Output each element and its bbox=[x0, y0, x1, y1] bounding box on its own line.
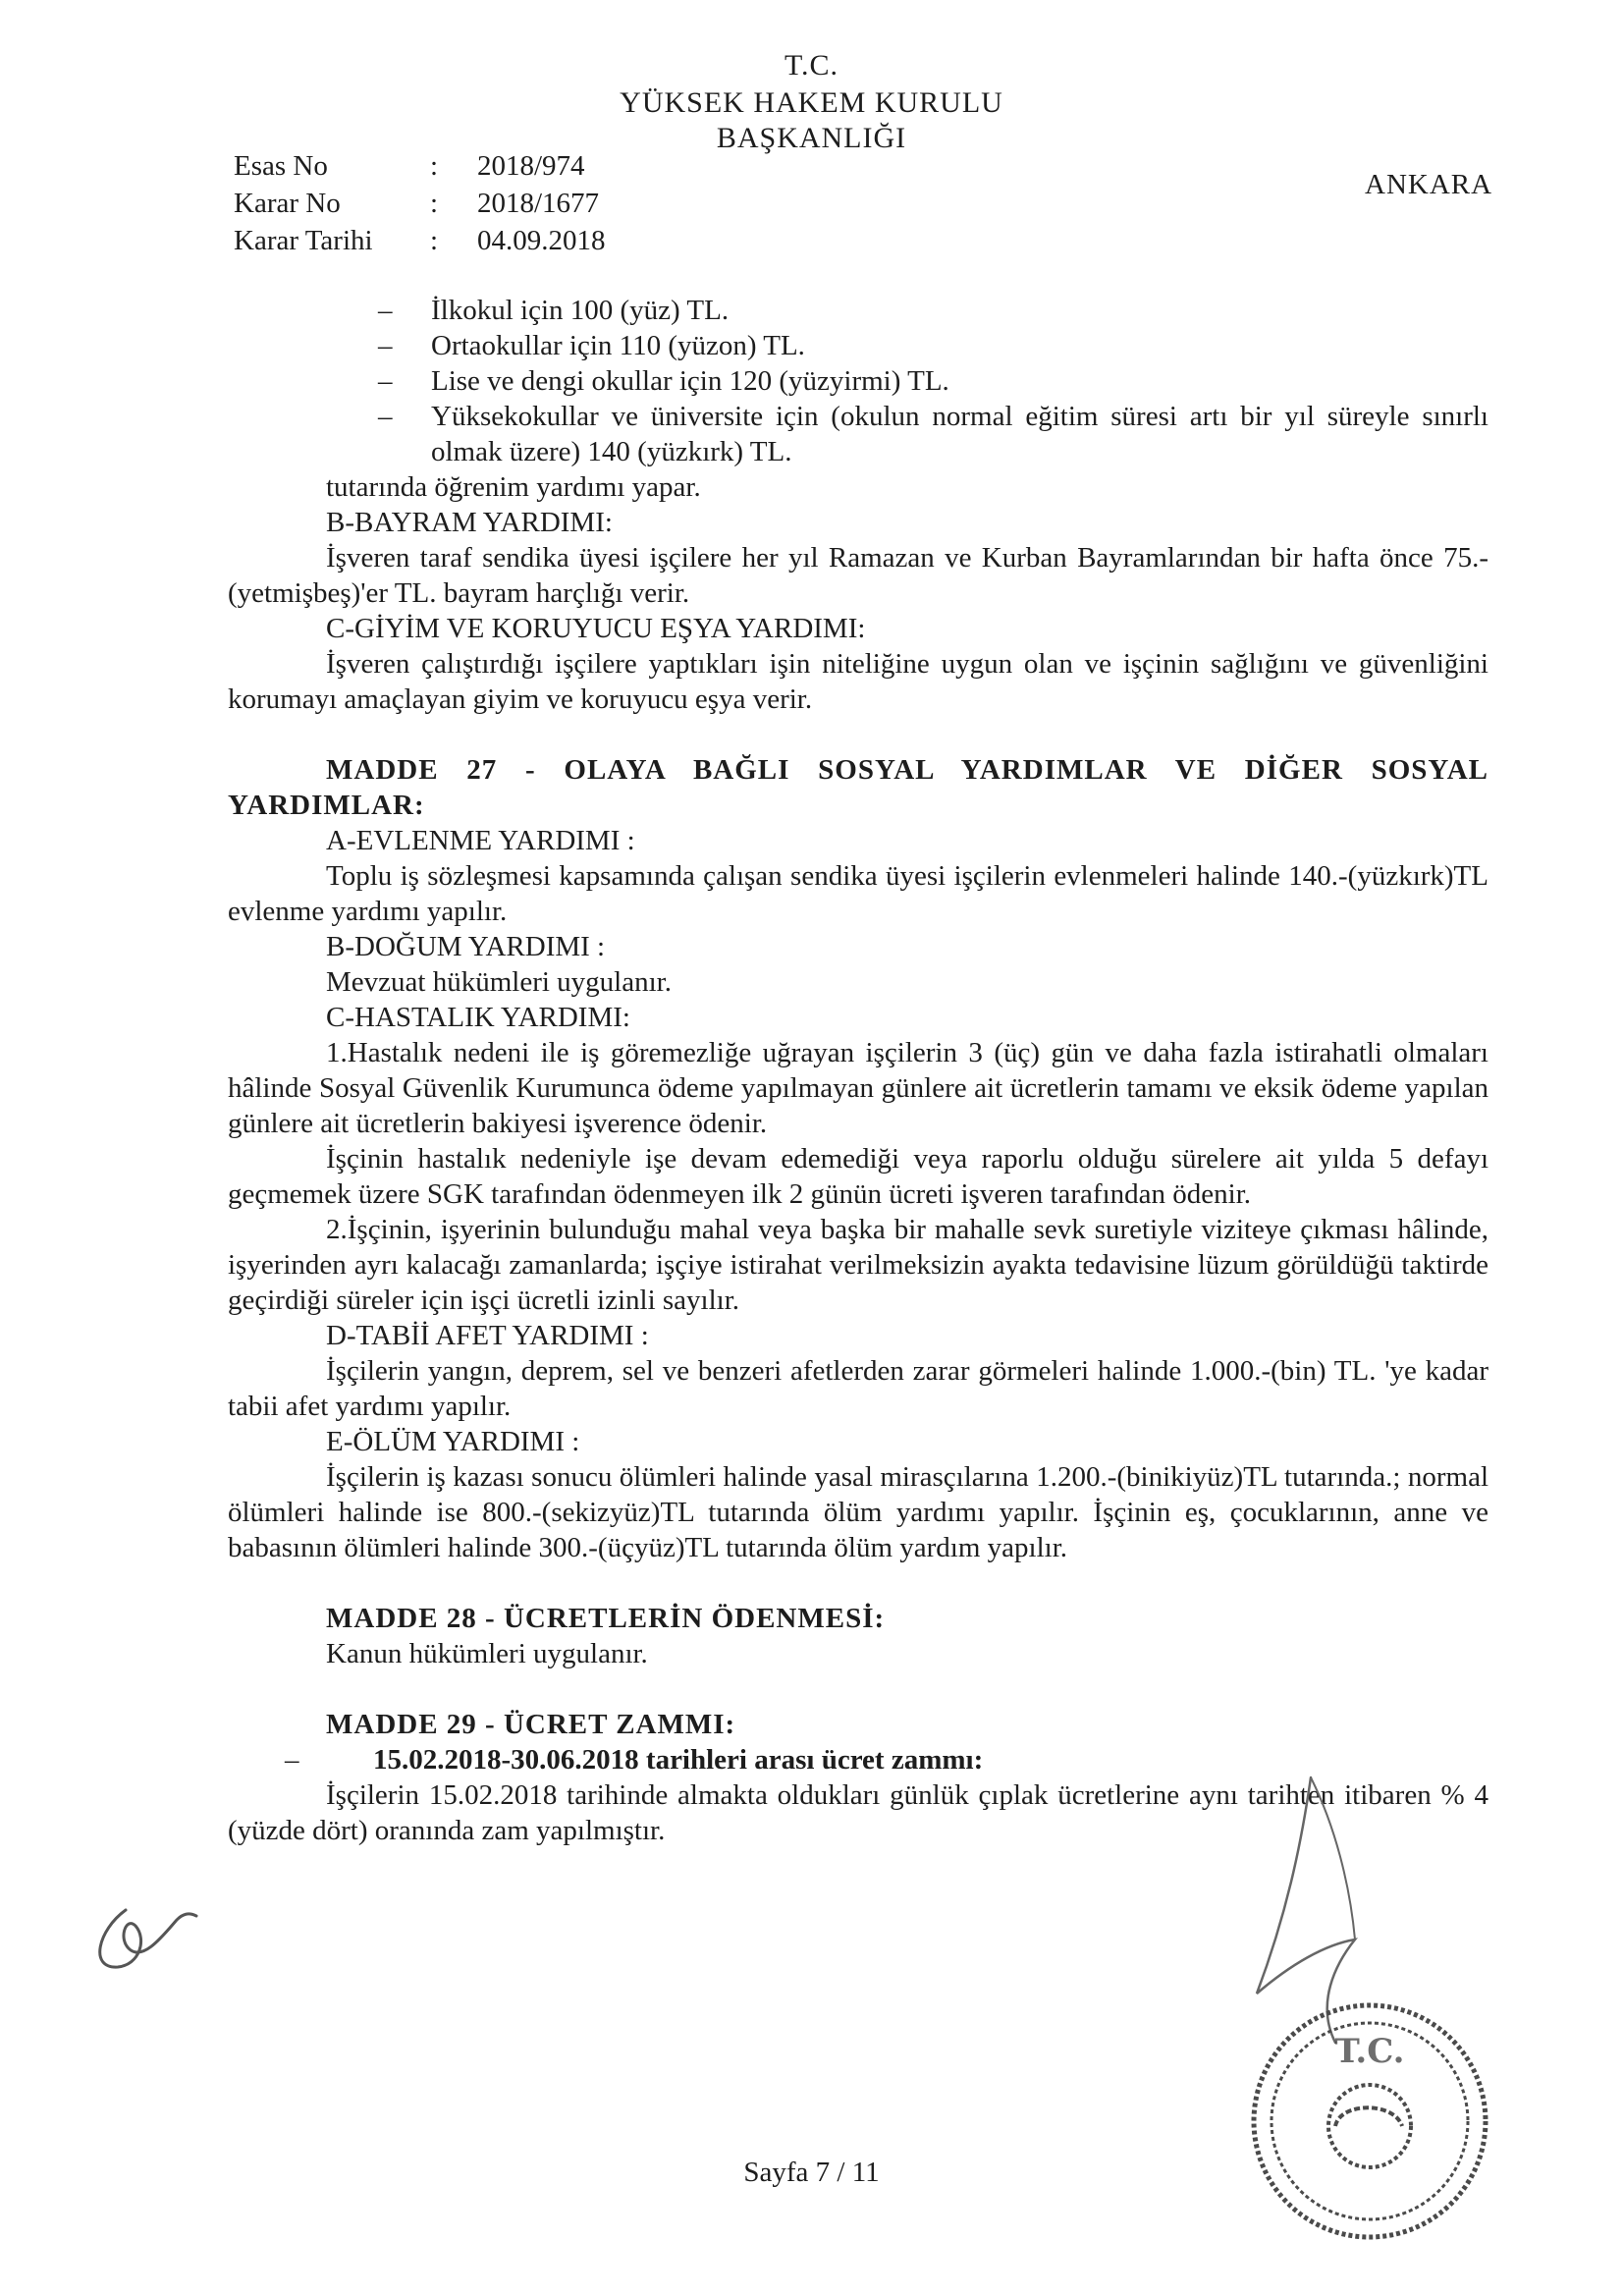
tarih-row bbox=[234, 222, 606, 259]
esas-value: 2018/974 bbox=[477, 150, 585, 182]
document-body bbox=[228, 293, 1488, 1848]
olum-text: İşçilerin iş kazası sonucu ölümleri halinde yasal mirasçılarına 1.200.-(binikiyüz)TL tutarında.; normal ölümleri halinde ise 800.-(sekizyüz)TL tutarında ölüm yardımı yapılır. İşçinin eş, çocuklarının, anne ve babasının ölümleri halinde 300.-(üçyüz)TL tutarında ölüm yardım yapılır. bbox=[228, 1461, 1488, 1563]
evlenme-heading: A-EVLENME YARDIMI : bbox=[326, 825, 635, 856]
karar-label: Karar No bbox=[234, 188, 341, 219]
afet-text: İşçilerin yangın, deprem, sel ve benzeri afetlerden zarar görmeleri halinde 1.000.-(bin) TL. 'ye kadar tabii afet yardımı yapılır. bbox=[228, 1355, 1488, 1422]
education-item: Lise ve dengi okullar için 120 (yüzyirmi) TL. bbox=[431, 365, 949, 397]
header-tc: T.C. bbox=[784, 49, 839, 82]
official-stamp-icon bbox=[1227, 1994, 1512, 2249]
list-item bbox=[0, 363, 1488, 399]
bayram-text: İşveren taraf sendika üyesi işçilere her yıl Ramazan ve Kurban Bayramlarından bir hafta önce 75.-(yetmişbeş)'er TL. bayram harçlığı verir. bbox=[228, 542, 1488, 609]
dash: – bbox=[378, 365, 393, 397]
madde29-subheading: 15.02.2018-30.06.2018 tarihleri arası ücret zammı: bbox=[373, 1744, 984, 1776]
page-number: Sayfa 7 / 11 bbox=[743, 2157, 880, 2188]
hastalik-paragraph: 1.Hastalık nedeni ile iş göremezliğe uğrayan işçilerin 3 (üç) gün ve daha fazla istirahatli olmaları hâlinde Sosyal Güvenlik Kurumunca ödeme yapılmayan günlere ait ücretlerin tamamı ve eksik ödeme yapılan günlere ait ücretlerin bakiyesi işverence ödenir. bbox=[228, 1037, 1488, 1139]
colon: : bbox=[430, 150, 439, 182]
tarih-value: 04.09.2018 bbox=[477, 225, 606, 256]
madde28-text: Kanun hükümleri uygulanır. bbox=[326, 1638, 648, 1669]
giyim-heading: C-GİYİM VE KORUYUCU EŞYA YARDIMI: bbox=[326, 613, 866, 644]
madde29-heading: MADDE 29 - ÜCRET ZAMMI: bbox=[326, 1709, 736, 1740]
afet-heading: D-TABİİ AFET YARDIMI : bbox=[326, 1320, 649, 1351]
list-item bbox=[0, 399, 1488, 469]
tarih-label: Karar Tarihi bbox=[234, 225, 373, 256]
education-item: İlkokul için 100 (yüz) TL. bbox=[431, 295, 730, 326]
madde28-heading: MADDE 28 - ÜCRETLERİN ÖDENMESİ: bbox=[326, 1603, 886, 1634]
hastalik-paragraph: İşçinin hastalık nedeniyle işe devam edemediği veya raporlu olduğu sürelere ait yılda 5 defayı geçmemek üzere SGK tarafından ödenmeyen ilk 2 günün ücreti işveren tarafından ödenir. bbox=[228, 1143, 1488, 1210]
stamp-text: T.C. bbox=[1334, 2032, 1405, 2071]
hastalik-heading: C-HASTALIK YARDIMI: bbox=[326, 1002, 630, 1033]
list-item bbox=[0, 328, 1488, 363]
header-institution: YÜKSEK HAKEM KURULU bbox=[620, 86, 1003, 119]
giyim-text: İşveren çalıştırdığı işçilere yaptıkları işin niteliğine uygun olan ve işçinin sağlığını ve güvenliğini korumayı amaçlayan giyim ve koruyucu eşya verir. bbox=[228, 648, 1488, 715]
colon: : bbox=[430, 225, 439, 256]
header-presidency: BAŞKANLIĞI bbox=[716, 122, 907, 154]
evlenme-text: Toplu iş sözleşmesi kapsamında çalışan sendika üyesi işçilerin evlenmeleri halinde 140.-(yüzkırk)TL evlenme yardımı yapılır. bbox=[228, 860, 1488, 927]
dash: – bbox=[378, 401, 393, 432]
dogum-text: Mevzuat hükümleri uygulanır. bbox=[326, 966, 672, 998]
madde29-text: İşçilerin 15.02.2018 tarihinde almakta oldukları günlük çıplak ücretlerine aynı tarihten itibaren % 4 (yüzde dört) oranında zam yapılmıştır. bbox=[228, 1779, 1488, 1846]
colon: : bbox=[430, 188, 439, 219]
case-meta bbox=[234, 147, 606, 259]
list-item bbox=[0, 293, 1488, 328]
karar-row bbox=[234, 185, 606, 222]
olum-heading: E-ÖLÜM YARDIMI : bbox=[326, 1426, 580, 1457]
esas-label: Esas No bbox=[234, 150, 328, 182]
hastalik-paragraph: 2.İşçinin, işyerinin bulunduğu mahal veya başka bir mahalle sevk suretiyle viziteye çıkması hâlinde, işyerinden ayrı kalacağı zamanlarda; işçiye istirahat verilmeksizin ayakta tedavisine lüzum görüldüğü taktirde geçirdiği süreler için işçi ücretli izinli sayılır. bbox=[228, 1214, 1488, 1316]
education-item: Yüksekokullar ve üniversite için (okulun normal eğitim süresi artı bir yıl süreyle sınırlı olmak üzere) 140 (yüzkırk) TL. bbox=[431, 401, 1488, 467]
city-label: ANKARA bbox=[1365, 169, 1493, 200]
handwritten-initial-icon bbox=[79, 1890, 206, 1989]
education-item: Ortaokullar için 110 (yüzon) TL. bbox=[431, 330, 805, 361]
madde27-heading: MADDE 27 - OLAYA BAĞLI SOSYAL YARDIMLAR VE DİĞER SOSYAL YARDIMLAR: bbox=[228, 754, 1488, 821]
bayram-heading: B-BAYRAM YARDIMI: bbox=[326, 507, 613, 538]
dash: – bbox=[378, 330, 393, 361]
education-closing: tutarında öğrenim yardımı yapar. bbox=[326, 471, 701, 503]
dogum-heading: B-DOĞUM YARDIMI : bbox=[326, 931, 606, 962]
karar-value: 2018/1677 bbox=[477, 188, 600, 219]
dash: – bbox=[378, 295, 393, 326]
esas-row bbox=[234, 147, 606, 185]
dash: – bbox=[285, 1744, 299, 1776]
